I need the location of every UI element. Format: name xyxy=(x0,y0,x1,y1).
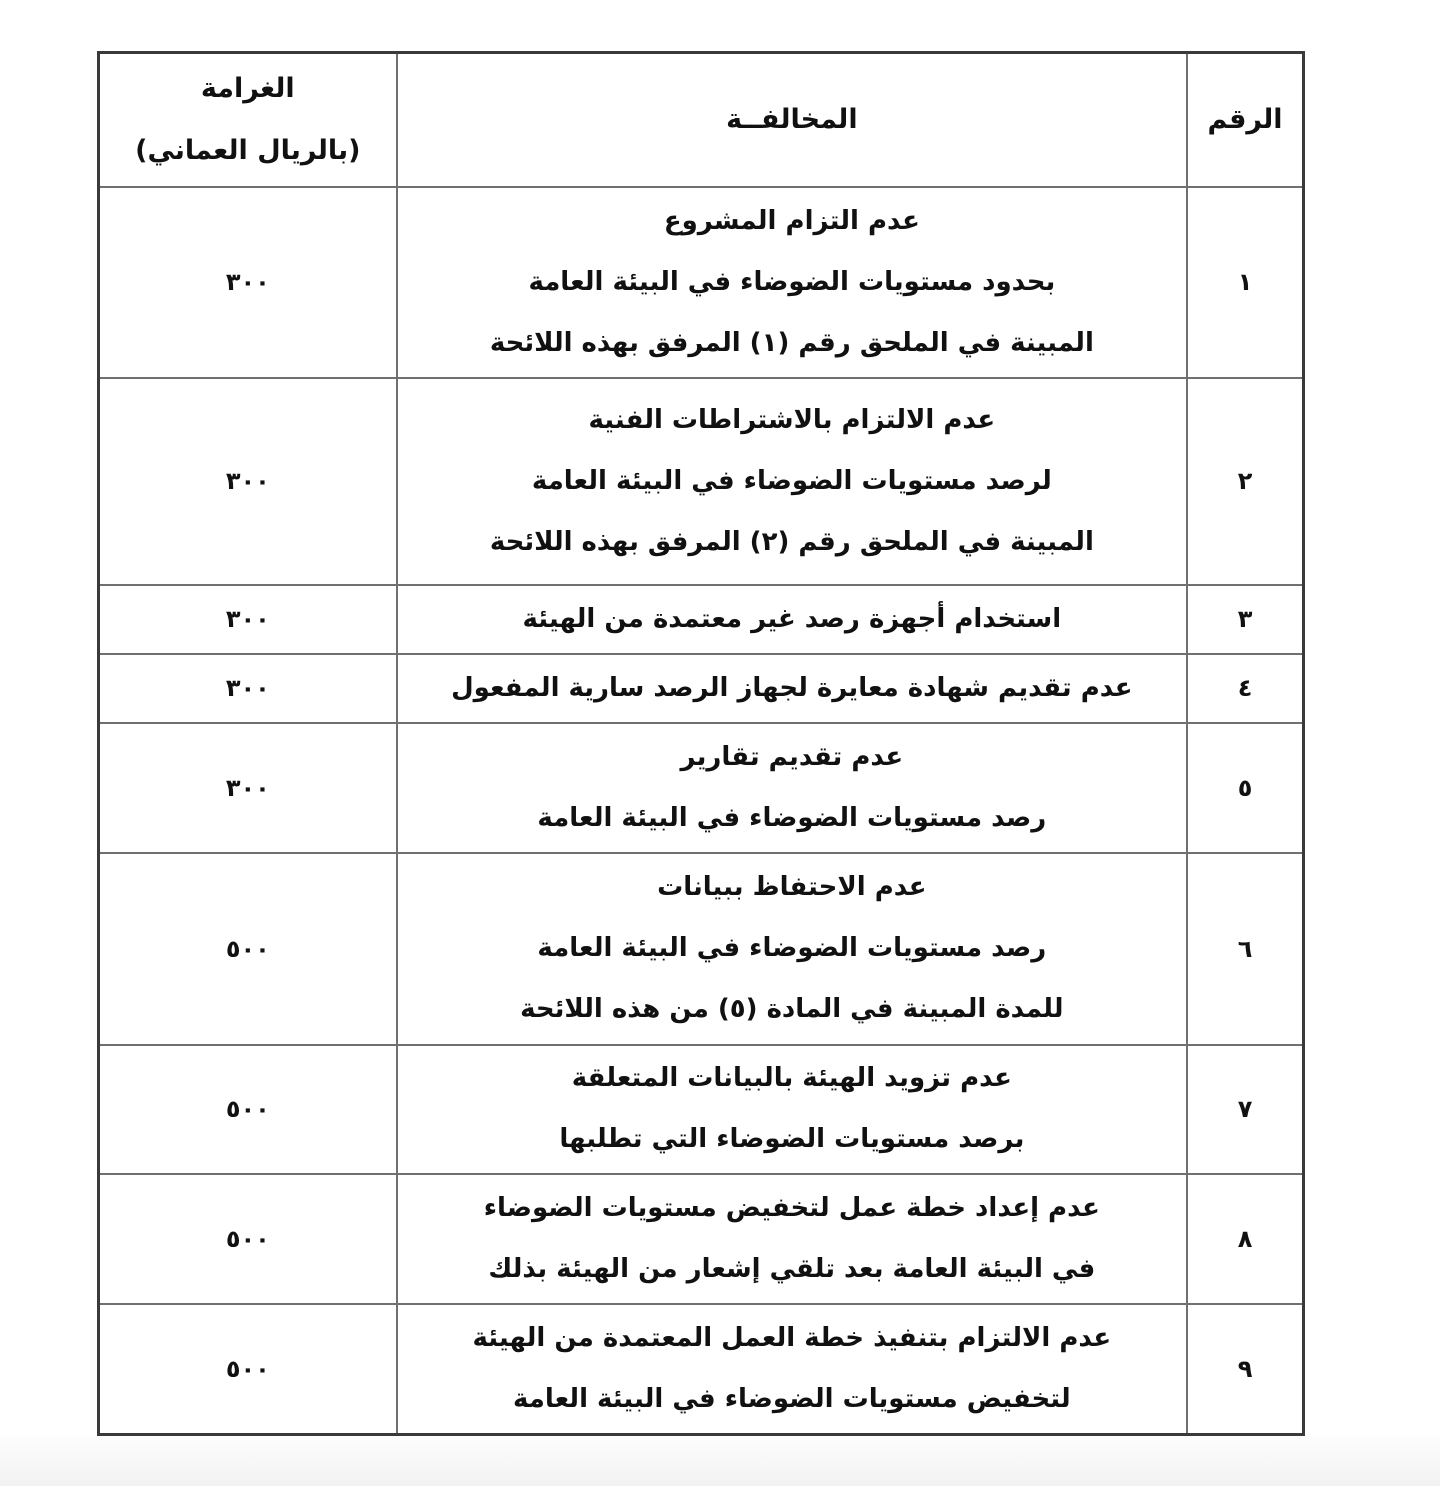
header-row xyxy=(99,53,1304,187)
row-number: ٢ xyxy=(1187,378,1303,585)
row-fine-amount: ٥٠٠ xyxy=(99,1045,397,1174)
violation-line: رصد مستويات الضوضاء في البيئة العامة xyxy=(537,802,1047,833)
violation-line: عدم تقديم شهادة معايرة لجهاز الرصد سارية المفعول xyxy=(451,673,1133,703)
row-number: ٨ xyxy=(1187,1174,1303,1304)
violation-line: رصد مستويات الضوضاء في البيئة العامة xyxy=(537,933,1047,963)
row-fine-amount: ٥٠٠ xyxy=(99,853,397,1045)
table-row xyxy=(99,723,1304,853)
violation-line: عدم الاحتفاظ ببيانات xyxy=(657,872,927,902)
row-violation xyxy=(397,585,1188,654)
row-violation xyxy=(397,378,1188,585)
row-violation xyxy=(397,654,1188,723)
table-row xyxy=(99,585,1304,654)
row-violation xyxy=(397,1174,1188,1304)
row-fine-amount: ٣٠٠ xyxy=(99,378,397,585)
table-row xyxy=(99,853,1304,1045)
table-header xyxy=(99,53,1304,187)
violation-line: لتخفيض مستويات الضوضاء في البيئة العامة xyxy=(513,1383,1071,1414)
table-row xyxy=(99,654,1304,723)
violation-line: عدم تقديم تقارير xyxy=(680,741,904,772)
table-row xyxy=(99,1174,1304,1304)
table-row xyxy=(99,1045,1304,1174)
header-violation: المخالفــة xyxy=(397,53,1188,187)
row-number: ٥ xyxy=(1187,723,1303,853)
violation-line: برصد مستويات الضوضاء التي تطلبها xyxy=(559,1124,1025,1154)
violation-line: للمدة المبينة في المادة (٥) من هذه اللائحة xyxy=(520,994,1064,1024)
row-number: ٦ xyxy=(1187,853,1303,1045)
header-fine xyxy=(99,53,397,187)
fines-table xyxy=(97,51,1305,1436)
row-fine-amount: ٣٠٠ xyxy=(99,585,397,654)
table-row xyxy=(99,187,1304,378)
violation-line: في البيئة العامة بعد تلقي إشعار من الهيئة بذلك xyxy=(488,1253,1096,1284)
table-row xyxy=(99,378,1304,585)
row-violation xyxy=(397,723,1188,853)
row-violation xyxy=(397,1045,1188,1174)
violation-line: عدم إعداد خطة عمل لتخفيض مستويات الضوضاء xyxy=(483,1192,1100,1223)
row-violation xyxy=(397,187,1188,378)
violation-line: استخدام أجهزة رصد غير معتمدة من الهيئة xyxy=(522,604,1062,634)
row-violation xyxy=(397,1304,1188,1435)
violation-line: عدم الالتزام بتنفيذ خطة العمل المعتمدة من الهيئة xyxy=(472,1322,1112,1353)
row-fine-amount: ٣٠٠ xyxy=(99,723,397,853)
row-number: ٩ xyxy=(1187,1304,1303,1435)
header-number: الرقم xyxy=(1187,53,1303,187)
violation-line: المبينة في الملحق رقم (٢) المرفق بهذه اللائحة xyxy=(489,526,1094,557)
violation-line: عدم التزام المشروع xyxy=(663,205,920,236)
header-fine-title: الغرامة xyxy=(200,72,295,104)
row-number: ٤ xyxy=(1187,654,1303,723)
violation-line: عدم تزويد الهيئة بالبيانات المتعلقة xyxy=(571,1063,1012,1093)
row-fine-amount: ٥٠٠ xyxy=(99,1174,397,1304)
violation-line: عدم الالتزام بالاشتراطات الفنية xyxy=(588,404,996,435)
row-fine-amount: ٣٠٠ xyxy=(99,654,397,723)
row-number: ١ xyxy=(1187,187,1303,378)
header-fine-currency: (بالريال العماني) xyxy=(135,134,361,166)
violation-line: المبينة في الملحق رقم (١) المرفق بهذه اللائحة xyxy=(489,327,1094,358)
row-violation xyxy=(397,853,1188,1045)
table-body xyxy=(99,187,1304,1435)
row-number: ٣ xyxy=(1187,585,1303,654)
row-number: ٧ xyxy=(1187,1045,1303,1174)
row-fine-amount: ٥٠٠ xyxy=(99,1304,397,1435)
violation-line: لرصد مستويات الضوضاء في البيئة العامة xyxy=(531,465,1052,496)
violation-line: بحدود مستويات الضوضاء في البيئة العامة xyxy=(528,266,1056,297)
row-fine-amount: ٣٠٠ xyxy=(99,187,397,378)
page-bottom-edge xyxy=(0,1436,1440,1486)
table-row xyxy=(99,1304,1304,1435)
